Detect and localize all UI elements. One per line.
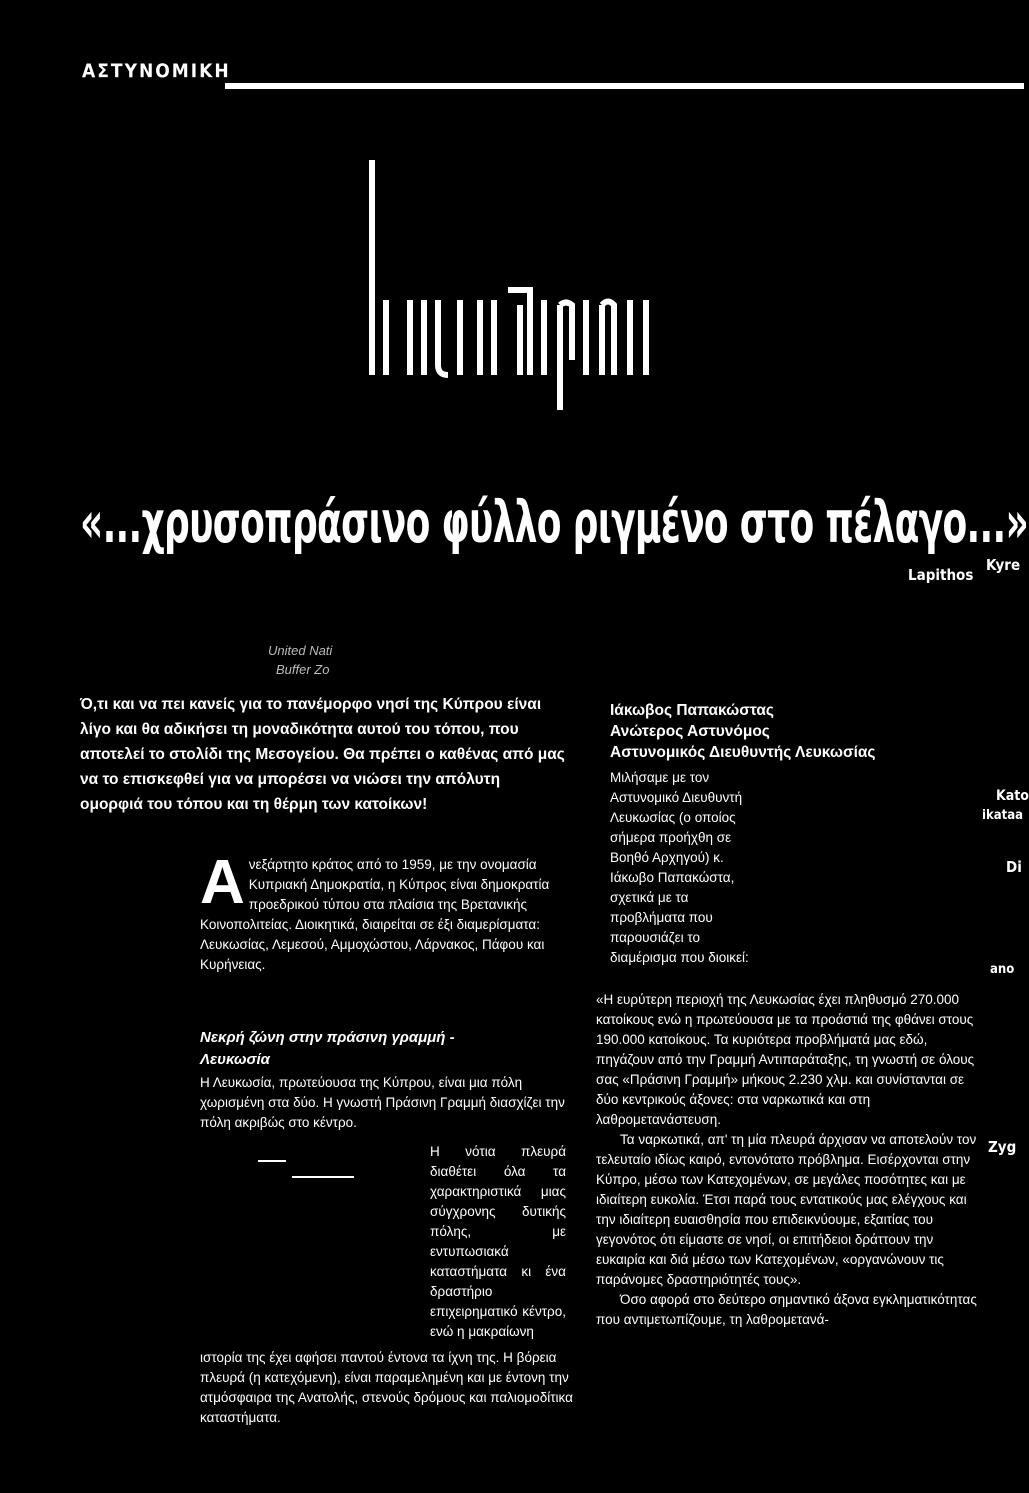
map-label-buffer-zone: Buffer Zo — [276, 662, 330, 677]
map-label-di: Di — [1006, 858, 1022, 876]
article-paragraph-3-cont: ιστορία της έχει αφήσει παντού έντονα τα ίχνη της. Η βόρεια πλευρά (η κατεχόμενη), είναι παραμελημένη και με έντονη την ατμόσφαιρα της Ανατολής, στενούς δρόμους και παλιομοδίτικα καταστήματα. — [200, 1350, 573, 1425]
interview-answers — [596, 990, 982, 1330]
map-label-lapithos: Lapithos — [908, 566, 974, 584]
interviewee-name: Ιάκωβος Παπακώστας — [610, 702, 774, 719]
article-subhead: Νεκρή ζώνη στην πράσινη γραμμή - Λευκωσία — [200, 1029, 455, 1068]
map-label-kyre: Kyre — [986, 556, 1021, 574]
section-label: ΑΣΤΥΝΟΜΙΚΗ — [82, 60, 231, 82]
decorative-dash — [258, 1160, 286, 1162]
interview-header — [610, 700, 990, 763]
map-label-kato: Kato — [996, 788, 1029, 804]
map-label-katao: ikataa — [982, 808, 1024, 823]
interview-answer-2: Τα ναρκωτικά, απ' τη μία πλευρά άρχισαν να αποτελούν τον τελευταίο ιδίως καιρό, εντονότατο πρόβλημα. Εισέρχονται στην Κύπρο, μέσω των Κατεχομένων, σε μεγάλες ποσότητες και με ιδιαίτερη ευκολία. Έτσι παρά τους εντατικούς μας ελέγχους και την ιδιαίτερη ευαισθησία που επιδεικνύουμε, εξαιτίας του γεγονότος ότι είμαστε σε νησί, οι επιτήδειοι δράττουν την ευκαιρία και διά μέσω των Κατεχομένων, «οργανώνουν τις παράνομες δραστηριότητές τους». — [596, 1132, 977, 1287]
pull-quote: «...χρυσοπράσινο φύλλο ριγμένο στο πέλαγο...» — [80, 488, 1029, 556]
drop-cap: Α — [200, 848, 245, 917]
interviewee-rank: Ανώτερος Αστυνόμος — [610, 723, 770, 740]
interviewee-title: Αστυνομικός Διευθυντής Λευκωσίας — [610, 744, 876, 761]
article-paragraph-1: Ανεξάρτητο κράτος από το 1959, με την ονομασία Κυπριακή Δημοκρατία, η Κύπρος είναι δημοκρατία προεδρικού τύπου στα πλαίσια της Βρετανικής Κοινοπολιτείας. Διοικητικά, διαιρείται σε έξι διαμερίσματα: Λευκωσίας, Λεμεσού, Αμμοχώστου, Λάρνακος, Πάφου και Κυρήνειας. — [200, 848, 550, 972]
article-paragraph-3: Η νότια πλευρά διαθέτει όλα τα χαρακτηριστικά μιας σύγχρονης δυτικής πόλης, με εντυπωσιακά καταστήματα κι ένα δραστήριο επιχειρηματικό κέντρο, ενώ η μακραίωνη — [430, 1144, 566, 1339]
article-intro: Ό,τι και να πει κανείς για το πανέμορφο νησί της Κύπρου είναι λίγο και θα αδικήσει τη μοναδικότητα αυτού του τόπου, που αποτελεί το στολίδι της Μεσογείου. Θα πρέπει ο καθένας από μας να το επισκεφθεί για να μπορέσει να νιώσει την απόλυτη ομορφιά του τόπου και τη θέρμη των κατοίκων! — [80, 696, 565, 813]
map-label-united-nations: United Nati — [268, 643, 333, 658]
masthead-logo — [360, 160, 660, 410]
map-label-ano: ano — [990, 962, 1015, 977]
top-rule — [225, 83, 1024, 89]
decorative-dash — [292, 1176, 354, 1178]
article-body-col1 — [200, 848, 565, 975]
map-label-zyg: Zyg — [988, 1138, 1017, 1156]
interview-answer-3: Όσο αφορά στο δεύτερο σημαντικό άξονα εγκληματικότητας που αντιμετωπίζουμε, τη λαθρομετανά- — [596, 1292, 977, 1327]
interview-intro: Μιλήσαμε με τον Αστυνομικό Διευθυντή Λευκωσίας (ο οποίος σήμερα προήχθη σε Βοηθό Αρχηγού) κ. Ιάκωβο Παπακώστα, σχετικά με τα προβλήματα που παρουσιάζει το διαμέρισμα που διοικεί: — [610, 770, 749, 965]
article-paragraph-2: Η Λευκωσία, πρωτεύουσα της Κύπρου, είναι μια πόλη χωρισμένη στα δύο. Η γνωστή Πράσινη Γραμμή διασχίζει την πόλη ακριβώς στο κέντρο. — [200, 1075, 565, 1130]
interview-answer-1: «Η ευρύτερη περιοχή της Λευκωσίας έχει πληθυσμό 270.000 κατοίκους ενώ η πρωτεύουσα με τα προάστιά της φθάνει στους 190.000 κατοίκους. Τα κυριότερα προβλήματά μας εδώ, πηγάζουν από την Γραμμή Αντιπαράταξης, τη γνωστή σε όλους σας «Πράσινη Γραμμή» μήκους 2.230 χλμ. και συνίστανται σε δύο κεντρικούς άξονες: στα ναρκωτικά και στη λαθρομετανάστευση. — [596, 992, 975, 1127]
